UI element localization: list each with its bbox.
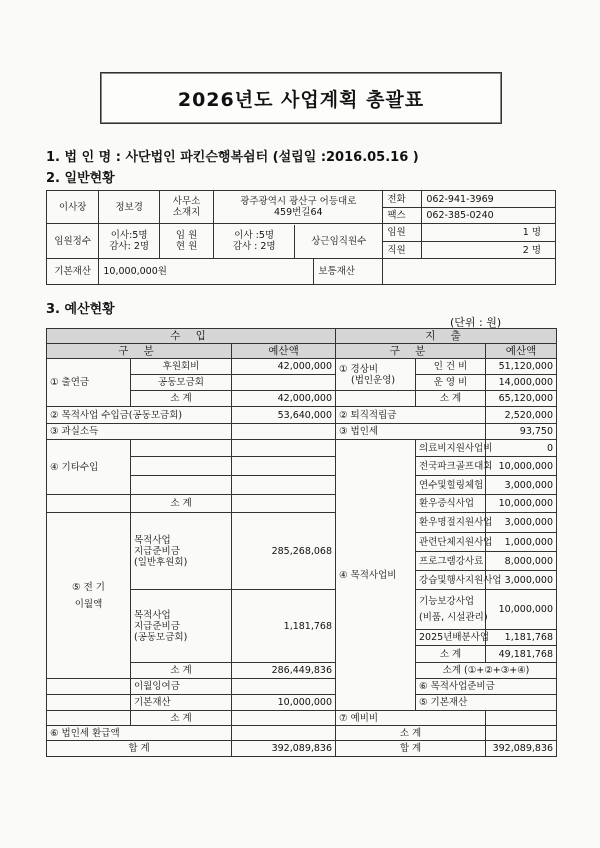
normal-asset-value xyxy=(383,259,556,285)
normal-asset-label: 보통재산 xyxy=(313,259,382,284)
ceo-label: 이사장 xyxy=(47,191,99,224)
phone-label: 전화 xyxy=(387,193,406,205)
instructor-fee-label: 프로그램강사료 xyxy=(416,552,486,571)
distribution-label: 2025년배분사업 xyxy=(416,630,486,646)
holiday-support-label: 환우명절지원사업 xyxy=(416,513,486,533)
expense-total-amount: 392,089,836 xyxy=(486,741,557,757)
employee-value: 2 명 xyxy=(421,242,555,258)
income-total-label: 합 계 xyxy=(47,741,232,757)
surplus-amount xyxy=(232,679,336,695)
patient-project-label: 환우증식사업 xyxy=(416,495,486,513)
general-status-table xyxy=(46,190,556,285)
contact-cell xyxy=(383,191,556,224)
distribution-amount: 1,181,768 xyxy=(486,630,557,646)
joint-fund-label: 공동모금회 xyxy=(131,375,232,391)
retirement-amount: 2,520,000 xyxy=(486,407,557,424)
staff-cell xyxy=(383,224,556,259)
exec-label: 임원 xyxy=(387,227,406,238)
unit-note: (단위 : 원) xyxy=(450,316,502,329)
budget-table xyxy=(46,328,557,757)
over-income-amount xyxy=(232,424,336,440)
park-contest-label: 전국파크골프대회 xyxy=(416,457,486,476)
address-value: 광주광역시 광산구 어등대로 459번길64 xyxy=(214,191,383,224)
fax-value: 062-385-0240 xyxy=(421,208,493,223)
carry-subtotal-label: 소 계 xyxy=(131,663,232,679)
exec-value: 1 명 xyxy=(421,224,555,241)
function-label: 기능보강사업 (비품, 시설관리) xyxy=(416,590,486,630)
quota-label: 임원정수 xyxy=(47,224,99,259)
document-title: 2026년도 사업계획 총괄표 xyxy=(100,72,502,124)
phone-value: 062-941-3969 xyxy=(421,191,493,207)
instructor-fee-amount: 8,000,000 xyxy=(486,552,557,571)
purpose-income-label: ② 목적사업 수입금(공동모금회) xyxy=(47,407,232,424)
section-corporation-name: 1. 법 인 명 : 사단법인 파킨슨행복쉼터 (설립일 :2016.05.16 ) xyxy=(46,150,419,165)
income-category-header: 구 분 xyxy=(47,344,232,359)
current-label: 임 원 현 원 xyxy=(159,224,213,259)
purpose-project-label: ④ 목적사업비 xyxy=(336,440,416,711)
retirement-label: ② 퇴직적립금 xyxy=(336,407,486,424)
reserve-fund-amount xyxy=(486,711,557,726)
other-subtotal-label: 소 계 xyxy=(131,495,232,513)
personnel-amount: 51,120,000 xyxy=(486,359,557,375)
holiday-support-amount: 3,000,000 xyxy=(486,513,557,533)
income-subtotal-label: 소 계 xyxy=(131,711,232,726)
reserve-fund-label: ⑦ 예비비 xyxy=(336,711,486,726)
org-support-amount: 1,000,000 xyxy=(486,533,557,552)
patient-project-amount: 10,000,000 xyxy=(486,495,557,513)
training-amount: 3,000,000 xyxy=(486,476,557,495)
tax-refund-label: ⑥ 법인세 환급액 xyxy=(47,726,232,741)
base-asset-value: 10,000,000원 보통재산 xyxy=(99,259,383,285)
operation-label: 운 영 비 xyxy=(416,375,486,391)
op-subtotal-amount: 65,120,000 xyxy=(486,391,557,407)
carry-over-label: ⑤ 전 기 이월액 xyxy=(47,513,131,679)
reserve-b-label: 목적사업 지급준비금 (공동모금회) xyxy=(131,590,232,663)
contribution-subtotal-amount: 42,000,000 xyxy=(232,391,336,407)
base-asset-income-label: 기본재산 xyxy=(131,695,232,711)
medical-label: 의료비지원사업비 xyxy=(416,440,486,457)
tax-refund-amount xyxy=(232,726,336,741)
org-support-label: 관련단체지원사업 xyxy=(416,533,486,552)
other-subtotal-amount xyxy=(232,495,336,513)
reserve-a-label: 목적사업 지급준비금 (일반후원회) xyxy=(131,513,232,590)
lecture-event-label: 강습및행사지원사업 xyxy=(416,571,486,590)
medical-amount: 0 xyxy=(486,440,557,457)
member-fee-amount: 42,000,000 xyxy=(232,359,336,375)
employee-label: 직원 xyxy=(387,244,406,256)
function-amount: 10,000,000 xyxy=(486,590,557,630)
member-fee-label: 후원회비 xyxy=(131,359,232,375)
contribution-subtotal-label: 소 계 xyxy=(131,391,232,407)
other-income-label: ④ 기타수입 xyxy=(47,440,131,495)
reserve-b-amount: 1,181,768 xyxy=(232,590,336,663)
carry-subtotal-amount: 286,449,836 xyxy=(232,663,336,679)
current-value: 이사 :5명 감사 : 2명 상근임직원수 xyxy=(214,224,383,259)
op-subtotal-label: 소 계 xyxy=(416,391,486,407)
staff-label: 상근임직원수 xyxy=(294,225,382,258)
expense-category-header: 구 분 xyxy=(336,344,486,359)
surplus-label: 이월잉여금 xyxy=(131,679,232,695)
corp-tax-label: ③ 법인세 xyxy=(336,424,486,440)
quota-value: 이사:5명 감사: 2명 xyxy=(99,224,160,259)
office-label: 사무소 소재지 xyxy=(159,191,213,224)
expense-header: 지 출 xyxy=(336,329,557,344)
expense-subtotal-label: 소 계 xyxy=(336,726,486,741)
ceo-value: 정보경 xyxy=(99,191,160,224)
base-asset-label: 기본재산 xyxy=(47,259,99,285)
section-general-status: 2. 일반현황 xyxy=(46,171,115,186)
income-amount-header: 예산액 xyxy=(232,344,336,359)
base-asset-expense-label: ⑤ 기본재산 xyxy=(416,695,557,711)
reserve-a-amount: 285,268,068 xyxy=(232,513,336,590)
expense-amount-header: 예산액 xyxy=(486,344,557,359)
purpose-subtotal-label: 소 계 xyxy=(416,646,486,663)
income-total-amount: 392,089,836 xyxy=(232,741,336,757)
op-expense-label: ① 경상비 (법인운영) xyxy=(336,359,416,391)
contribution-label: ① 출연금 xyxy=(47,359,131,407)
personnel-label: 인 건 비 xyxy=(416,359,486,375)
joint-fund-amount xyxy=(232,375,336,391)
training-label: 연수및힐링체험 xyxy=(416,476,486,495)
section-budget-status: 3. 예산현황 xyxy=(46,302,115,317)
purpose-subtotal-amount: 49,181,768 xyxy=(486,646,557,663)
over-income-label: ③ 과실소득 xyxy=(47,424,232,440)
expense-total-label: 합 계 xyxy=(336,741,486,757)
expense-subtotal-amount xyxy=(486,726,557,741)
operation-amount: 14,000,000 xyxy=(486,375,557,391)
corp-tax-amount: 93,750 xyxy=(486,424,557,440)
income-header: 수 입 xyxy=(47,329,336,344)
base-asset-income-amount: 10,000,000 xyxy=(232,695,336,711)
total-subtotal-label: 소계 (①+②+③+④) xyxy=(416,663,557,679)
park-contest-amount: 10,000,000 xyxy=(486,457,557,476)
fax-label: 팩스 xyxy=(387,210,406,221)
lecture-event-amount: 3,000,000 xyxy=(486,571,557,590)
purpose-reserve-label: ⑥ 목적사업준비금 xyxy=(416,679,557,695)
purpose-income-amount: 53,640,000 xyxy=(232,407,336,424)
